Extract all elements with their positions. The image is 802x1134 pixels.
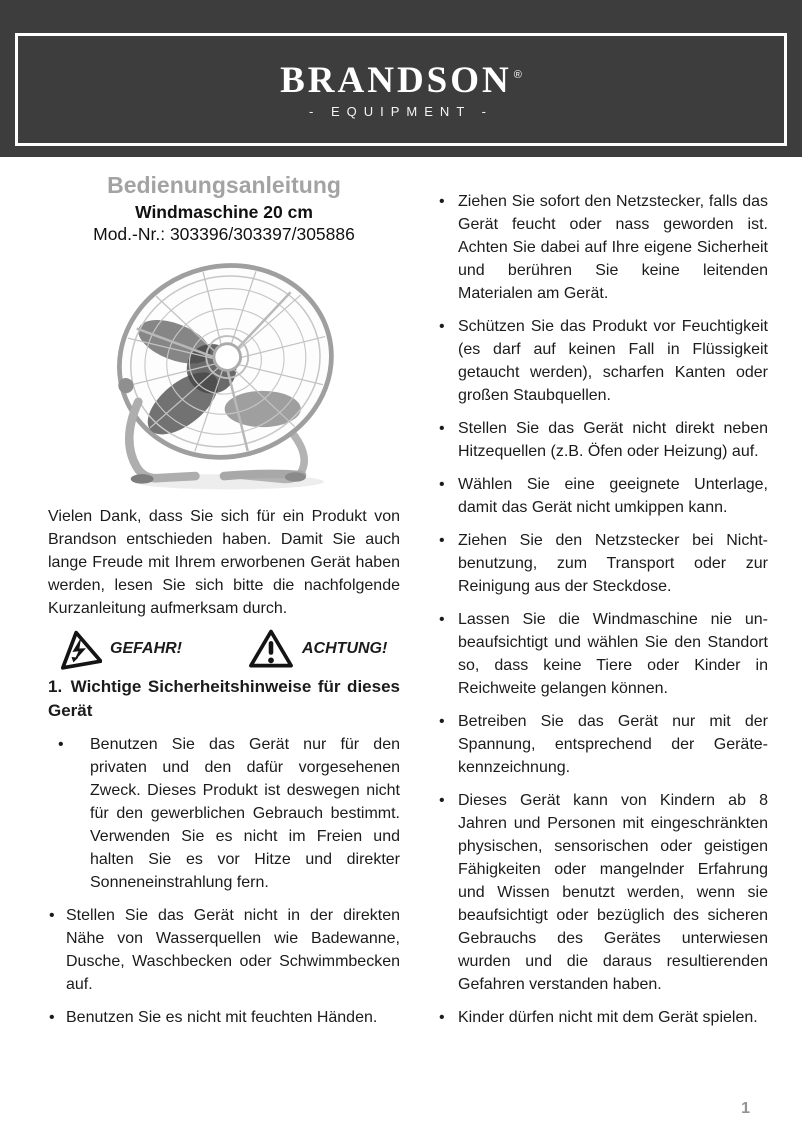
danger-warning (56, 628, 182, 670)
registered-trademark-icon: ® (513, 68, 522, 81)
safety-bullet-item: • Ziehen Sie sofort den Netzstecker, falls das Gerät feucht oder nass geworden ist. Achten Sie dabei auf Ihre eigene Sicherheit und berühren Sie keine leitenden Materialen am Gerät. (437, 190, 768, 305)
safety-bullet-item: • Ziehen Sie den Netzstecker bei Nichtbenutzung, zum Transport oder zur Reinigung aus der Steckdose. (437, 529, 768, 598)
fan-product-image (74, 259, 374, 497)
safety-bullet-item: • Betreiben Sie das Gerät nur mit der Spannung, entsprechend der Gerätekennzeichnung. (437, 710, 768, 779)
brand-header-frame (15, 33, 787, 146)
exclamation-warning-icon (248, 628, 294, 670)
safety-bullet-item: • Lassen Sie die Windmaschine nie unbeaufsichtigt und wählen Sie den Standort so, dass keine Tiere oder Kinder in Reichweite gelangen können. (437, 608, 768, 700)
safety-bullet-list-right (437, 190, 768, 1029)
safety-bullet-list-left (48, 733, 400, 1029)
caution-warning (248, 628, 387, 670)
product-name: Windmaschine 20 cm (135, 202, 313, 222)
brand-tagline: - EQUIPMENT - (309, 103, 493, 119)
safety-bullet-item: • Wählen Sie eine geeignete Unterlage, damit das Gerät nicht umkippen kann. (437, 473, 768, 519)
safety-bullet-item: • Kinder dürfen nicht mit dem Gerät spielen. (437, 1006, 768, 1029)
safety-bullet-item: • Benutzen Sie es nicht mit feuchten Händen. (48, 1006, 400, 1029)
document-body (48, 168, 768, 1039)
high-voltage-warning-icon (56, 628, 102, 670)
brand-header (0, 0, 802, 157)
safety-bullet-item: • Stellen Sie das Gerät nicht in der direkten Nähe von Wasserquellen wie Badewanne, Dusche, Waschbecken oder Schwimmbecken auf. (48, 904, 400, 996)
safety-bullet-item: • Benutzen Sie das Gerät nur für den privaten und den dafür vorgesehenen Zweck. Dieses Produkt ist deswegen nicht für den gewerblichen Gebrauch bestimmt. Verwenden Sie es nicht im Freien und halten Sie es vor Hitze und direkter Sonneneinstrahlung fern. (48, 733, 400, 894)
safety-bullet-item: • Stellen Sie das Gerät nicht direkt neben Hitzequellen (z.B. Öfen oder Heizung) auf. (437, 417, 768, 463)
model-number: Mod.-Nr.: 303396/303397/305886 (93, 224, 355, 244)
page-title: Bedienungsanleitung (107, 172, 341, 198)
safety-bullet-item: • Dieses Gerät kann von Kindern ab 8 Jahren und Personen mit eingeschränkten physischen, sensorischen oder geistigen Fähigkeiten oder mangelnder Erfahrung und Wissen benutzt werden, wenn sie beaufsichtigt oder bezüglich des sicheren Gebrauchs des Gerätes unterwiesen wurden und die daraus resultierenden Gefahren verstanden haben. (437, 789, 768, 996)
warning-icons-row (56, 628, 400, 670)
section-1-heading: 1. Wichtige Sicherheitshinweise für dieses Gerät (48, 677, 400, 720)
left-column (48, 168, 400, 1039)
caution-label: ACHTUNG! (302, 640, 388, 657)
danger-label: GEFAHR! (110, 640, 182, 657)
brand-logo (280, 59, 522, 119)
page-number: 1 (741, 1100, 750, 1117)
safety-bullet-item: • Schützen Sie das Produkt vor Feuchtigkeit (es darf auf keinen Fall in Flüssigkeit getaucht werden), scharfen Kanten oder großen Staubquellen. (437, 315, 768, 407)
intro-paragraph: Vielen Dank, dass Sie sich für ein Produkt von Brandson entschieden haben. Damit Sie auch lange Freude mit Ihrem erworbenen Gerät haben werden, lesen Sie sich bitte die nachfolgende Kurzanleitung aufmerksam durch. (48, 508, 400, 617)
brand-logo-text: BRANDSON (280, 59, 512, 101)
right-column (437, 168, 768, 1039)
